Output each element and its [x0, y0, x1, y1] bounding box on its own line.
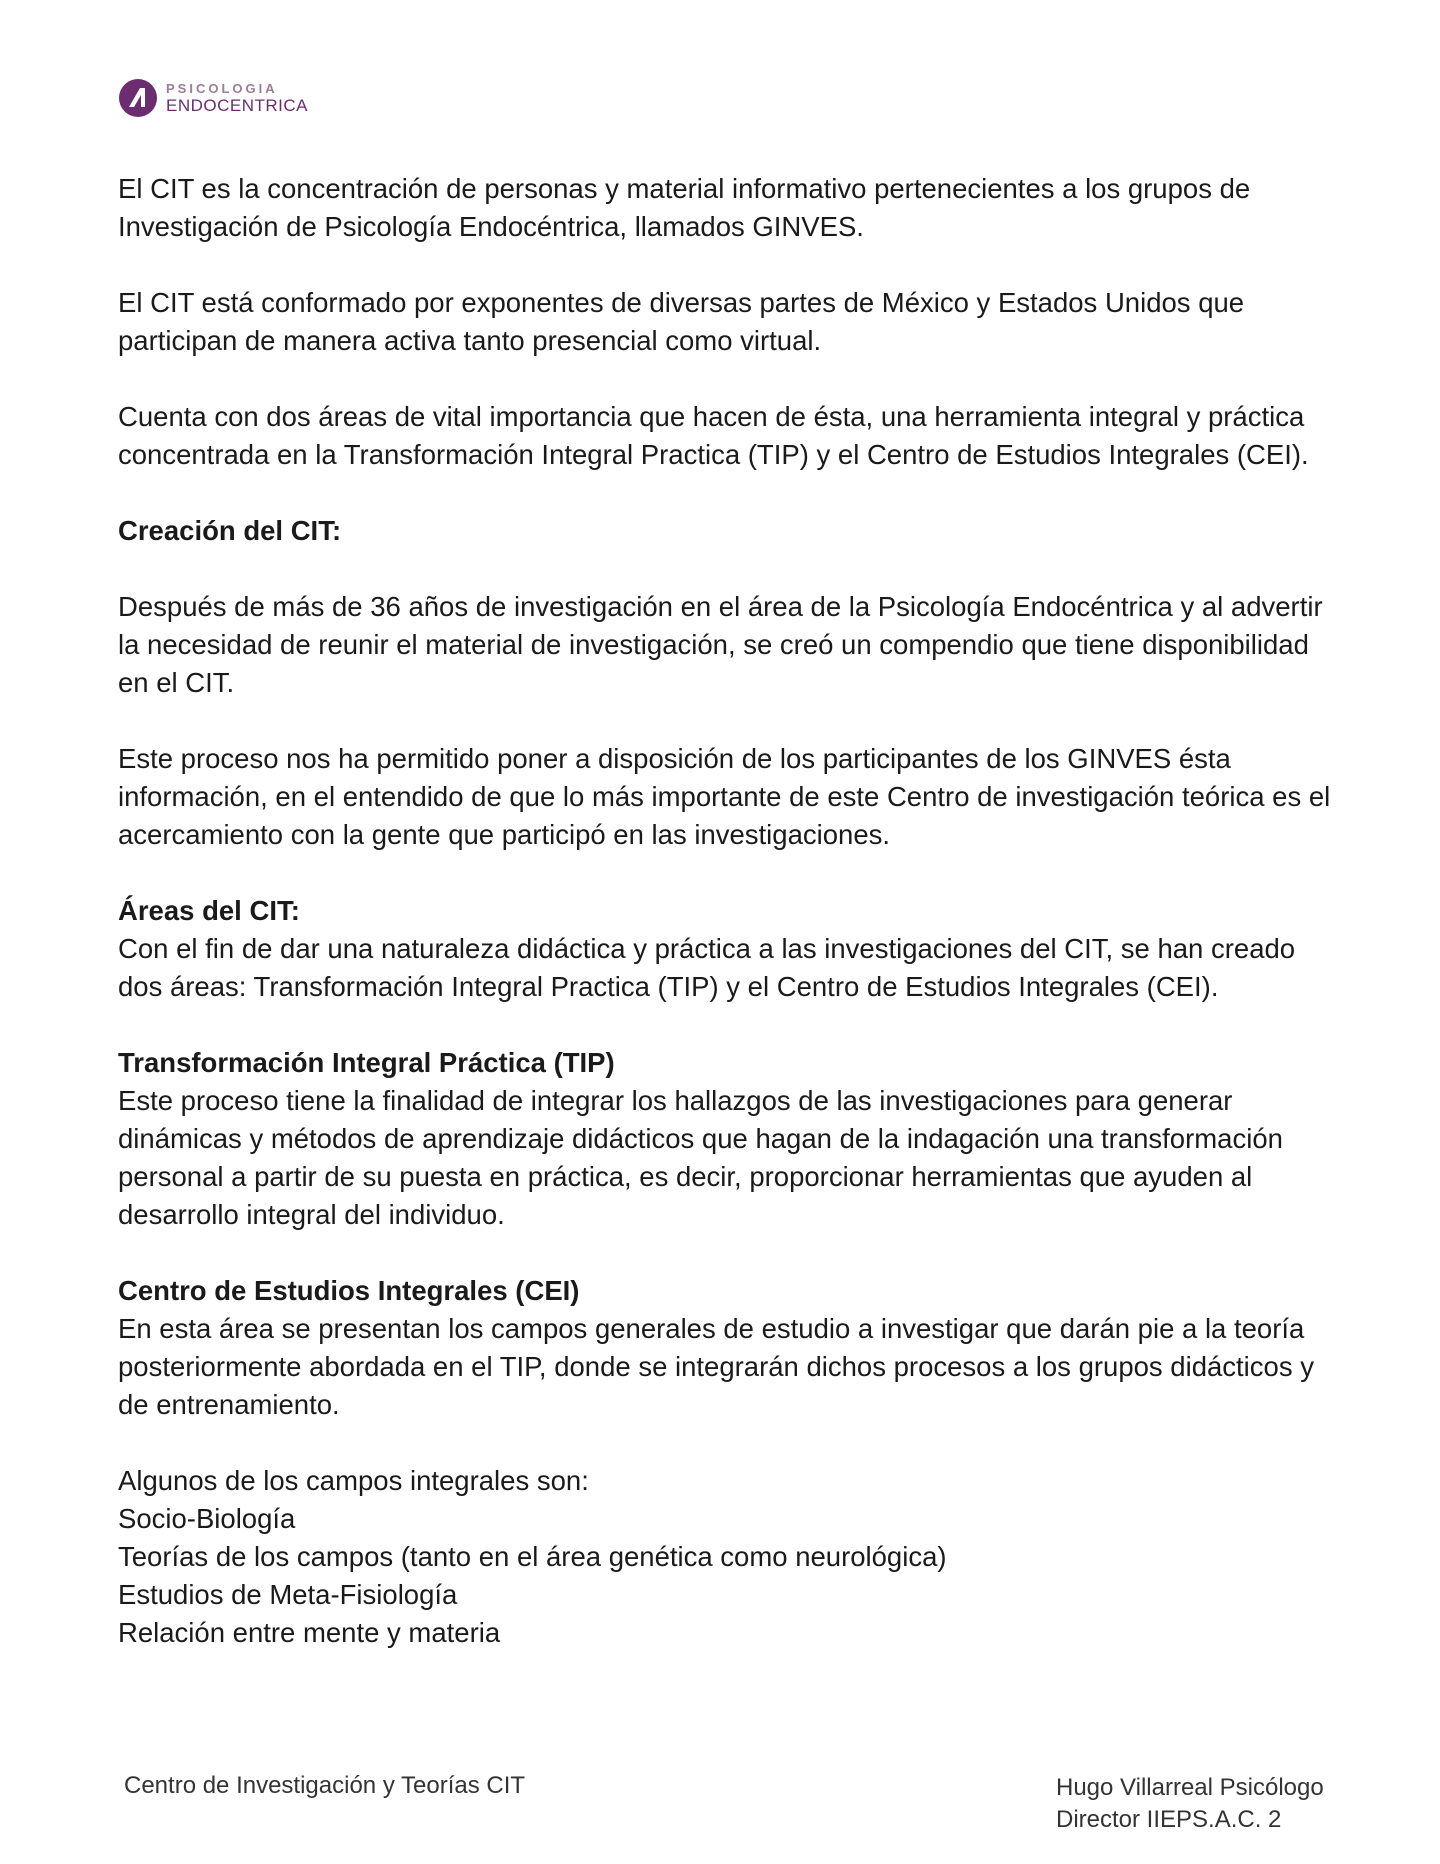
paragraph-tip: Este proceso tiene la finalidad de integrar los hallazgos de las investigaciones para generar dinámicas y métodos de aprendizaje didácticos que hagan de la indagación una transformación personal a partir de su puesta en práctica, es decir, proporcionar herramientas que ayuden al desarrollo integral del individuo.: [118, 1085, 1283, 1230]
footer-author: Hugo Villarreal Psicólogo: [1056, 1774, 1324, 1801]
paragraph-areas-summary: Cuenta con dos áreas de vital importancia que hacen de ésta, una herramienta integral y práctica concentrada en la Transformación Integral Practica (TIP) y el Centro de Estudios Integrales (CEI).: [118, 401, 1309, 470]
logo-text-bottom: ENDOCENTRICA: [166, 96, 309, 115]
list-item: Teorías de los campos (tanto en el área genética como neurológica): [118, 1541, 947, 1572]
footer-right: [1056, 1772, 1324, 1836]
paragraph-composition: El CIT está conformado por exponentes de diversas partes de México y Estados Unidos que participan de manera activa tanto presencial como virtual.: [118, 287, 1245, 356]
paragraph-proceso: Este proceso nos ha permitido poner a disposición de los participantes de los GINVES ésta información, en el entendido de que lo más importante de este Centro de investigación teórica es el acercamiento con la gente que participó en las investigaciones.: [118, 743, 1331, 850]
document-body: [118, 170, 1338, 1652]
heading-creacion: Creación del CIT:: [118, 515, 342, 546]
heading-cei: Centro de Estudios Integrales (CEI): [118, 1275, 580, 1306]
footer-left: Centro de Investigación y Teorías CIT: [124, 1772, 526, 1799]
paragraph-areas: Con el fin de dar una naturaleza didáctica y práctica a las investigaciones del CIT, se han creado dos áreas: Transformación Integral Practica (TIP) y el Centro de Estudios Integrales (CEI).: [118, 933, 1296, 1002]
logo-text-top: PSICOLOGIA: [166, 81, 278, 96]
list-item: Relación entre mente y materia: [118, 1617, 501, 1648]
paragraph-creacion: Después de más de 36 años de investigación en el área de la Psicología Endocéntrica y al advertir la necesidad de reunir el material de investigación, se creó un compendio que tiene disponibilidad en el CIT.: [118, 591, 1323, 698]
heading-areas: Áreas del CIT:: [118, 895, 300, 926]
paragraph-cei: En esta área se presentan los campos generales de estudio a investigar que darán pie a la teoría posteriormente abordada en el TIP, donde se integrarán dichos procesos a los grupos didácticos y de entrenamiento.: [118, 1313, 1314, 1420]
list-item: Estudios de Meta-Fisiología: [118, 1579, 458, 1610]
paragraph-intro: El CIT es la concentración de personas y material informativo pertenecientes a los grupos de Investigación de Psicología Endocéntrica, llamados GINVES.: [118, 173, 1251, 242]
heading-tip: Transformación Integral Práctica (TIP): [118, 1047, 615, 1078]
footer-role-page: Director IIEPS.A.C. 2: [1056, 1806, 1282, 1833]
list-intro: Algunos de los campos integrales son:: [118, 1465, 589, 1496]
brand-logo: [118, 78, 308, 118]
list-item: Socio-Biología: [118, 1503, 296, 1534]
logo-mark-icon: [118, 78, 158, 118]
